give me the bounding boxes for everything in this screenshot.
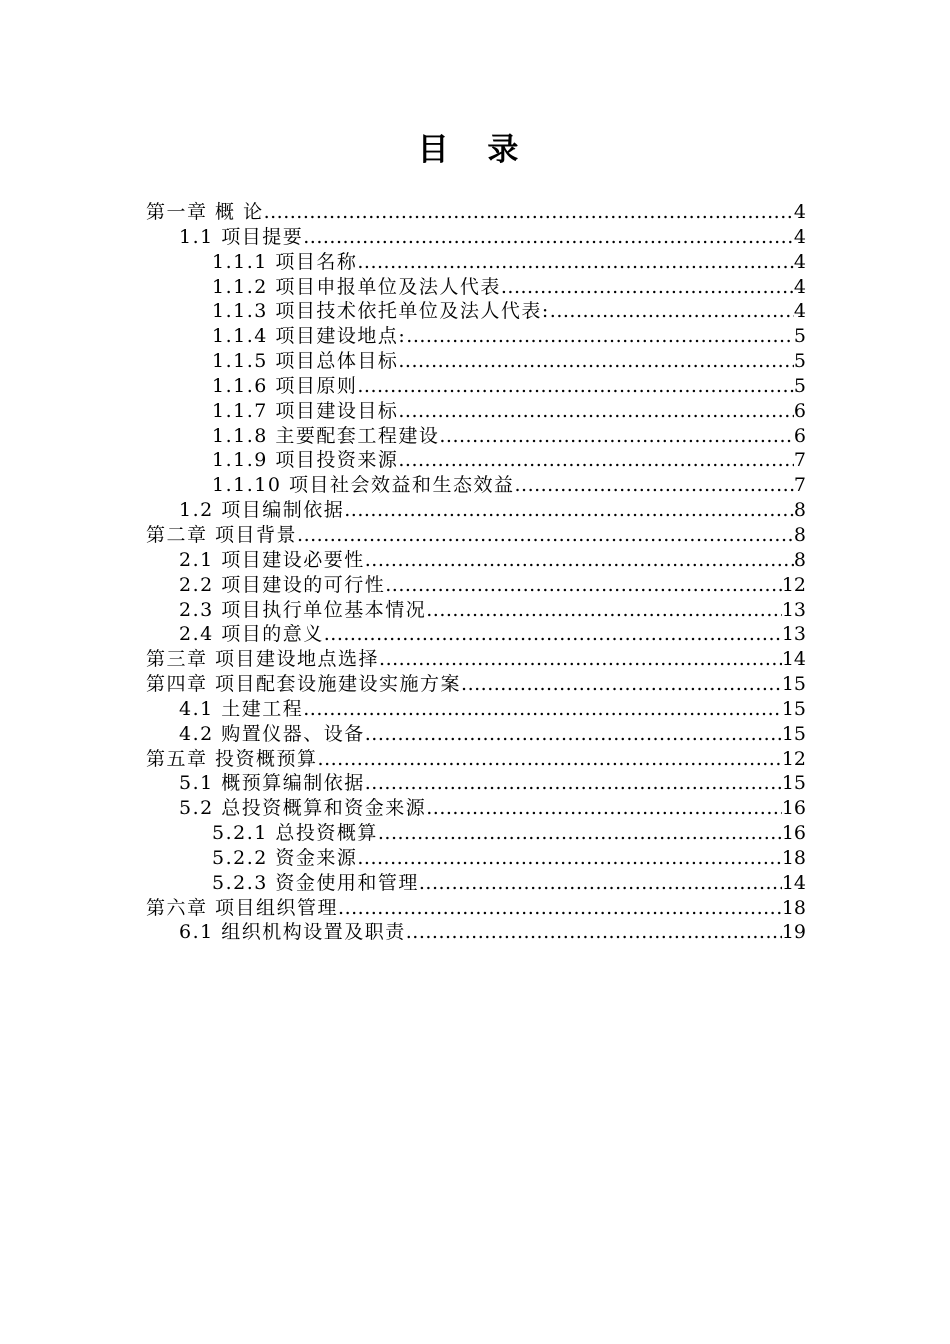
- toc-entry-page-number: 4: [793, 225, 806, 248]
- toc-entry[interactable]: [146, 647, 806, 672]
- toc-entry-page-number: 4: [793, 300, 806, 323]
- toc-dot-leader: [385, 573, 782, 598]
- toc-entry[interactable]: [146, 896, 806, 921]
- toc-entry-page-number: 16: [781, 822, 806, 845]
- toc-dot-leader: [365, 771, 782, 796]
- toc-entry-page-number: 18: [781, 896, 806, 919]
- toc-entry[interactable]: [146, 622, 806, 647]
- toc-entry[interactable]: [146, 697, 806, 722]
- toc-entry[interactable]: [146, 672, 806, 697]
- toc-dot-leader: [419, 871, 782, 896]
- toc-entry[interactable]: [146, 324, 806, 349]
- toc-entry-label: 1.1.2 项目申报单位及法人代表: [212, 275, 501, 298]
- toc-entry-label: 1.1.8 主要配套工程建设: [212, 424, 440, 447]
- toc-entry[interactable]: [146, 299, 806, 324]
- toc-dot-leader: [338, 896, 782, 921]
- toc-entry-page-number: 13: [781, 623, 806, 646]
- page-title: 目 录: [417, 132, 533, 168]
- toc-entry-label: 5.2 总投资概算和资金来源: [179, 797, 427, 820]
- toc-dot-leader: [501, 275, 794, 300]
- toc-entry-page-number: 4: [793, 201, 806, 223]
- toc-entry[interactable]: [146, 871, 806, 896]
- toc-entry-page-number: 7: [793, 474, 806, 497]
- toc-entry-page-number: 14: [781, 871, 806, 894]
- toc-entry-label: 第六章 项目组织管理: [146, 896, 339, 919]
- toc-entry-label: 1.1.5 项目总体目标: [212, 350, 399, 373]
- toc-entry-label: 6.1 组织机构设置及职责: [179, 921, 406, 944]
- toc-entry-page-number: 8: [793, 499, 806, 522]
- toc-entry[interactable]: [146, 846, 806, 871]
- toc-dot-leader: [406, 324, 794, 349]
- toc-entry[interactable]: [146, 523, 806, 548]
- toc-entry[interactable]: [146, 796, 806, 821]
- toc-dot-leader: [264, 200, 794, 225]
- toc-dot-leader: [365, 548, 794, 573]
- toc-entry[interactable]: [146, 598, 806, 623]
- toc-entry-label: 4.1 土建工程: [179, 697, 304, 720]
- toc-entry[interactable]: [146, 424, 806, 449]
- toc-dot-leader: [398, 349, 794, 374]
- toc-dot-leader: [406, 920, 782, 945]
- toc-entry-page-number: 15: [781, 673, 806, 696]
- toc-entry-page-number: 5: [793, 325, 806, 348]
- toc-entry-page-number: 5: [793, 350, 806, 373]
- toc-entry-page-number: 6: [793, 424, 806, 447]
- toc-entry-page-number: 8: [793, 523, 806, 546]
- toc-entry-label: 2.3 项目执行单位基本情况: [179, 598, 427, 621]
- toc-entry[interactable]: [146, 548, 806, 573]
- toc-entry[interactable]: [146, 399, 806, 424]
- toc-dot-leader: [439, 424, 794, 449]
- toc-dot-leader: [357, 250, 794, 275]
- toc-entry-page-number: 12: [781, 573, 806, 596]
- toc-entry-label: 第五章 投资概预算: [146, 747, 318, 770]
- toc-dot-leader: [324, 622, 782, 647]
- toc-entry-label: 2.1 项目建设必要性: [179, 548, 365, 571]
- toc-entry[interactable]: [146, 448, 806, 473]
- toc-dot-leader: [303, 697, 782, 722]
- toc-entry-label: 1.1.6 项目原则: [212, 374, 358, 397]
- toc-entry-label: 1.1.4 项目建设地点:: [212, 325, 407, 348]
- toc-dot-leader: [461, 672, 782, 697]
- toc-entry[interactable]: [146, 250, 806, 275]
- toc-dot-leader: [344, 498, 794, 523]
- toc-dot-leader: [379, 647, 782, 672]
- toc-dot-leader: [426, 598, 782, 623]
- toc-entry-page-number: 14: [781, 648, 806, 671]
- toc-entry-page-number: 15: [781, 722, 806, 745]
- toc-entry-label: 2.2 项目建设的可行性: [179, 573, 386, 596]
- toc-entry-label: 1.1.1 项目名称: [212, 250, 358, 273]
- toc-dot-leader: [378, 821, 782, 846]
- toc-entry-label: 第四章 项目配套设施建设实施方案: [146, 673, 462, 696]
- toc-dot-leader: [357, 374, 794, 399]
- toc-entry[interactable]: [146, 473, 806, 498]
- toc-entry-page-number: 6: [793, 399, 806, 422]
- toc-entry-label: 1.1.7 项目建设目标: [212, 399, 399, 422]
- toc-entry[interactable]: [146, 771, 806, 796]
- toc-entry[interactable]: [146, 821, 806, 846]
- toc-entry-page-number: 4: [793, 250, 806, 273]
- toc-entry-page-number: 13: [781, 598, 806, 621]
- toc-entry-label: 2.4 项目的意义: [179, 623, 324, 646]
- toc-entry-label: 1.2 项目编制依据: [179, 499, 345, 522]
- toc-entry-label: 4.2 购置仪器、设备: [179, 722, 365, 745]
- toc-entry-label: 第三章 项目建设地点选择: [146, 648, 380, 671]
- toc-entry[interactable]: [146, 747, 806, 772]
- toc-entry[interactable]: [146, 920, 806, 945]
- toc-dot-leader: [303, 225, 794, 250]
- toc-entry[interactable]: [146, 225, 806, 250]
- toc-entry-label: 5.2.3 资金使用和管理: [212, 871, 419, 894]
- toc-entry-page-number: 15: [781, 772, 806, 795]
- toc-entry-page-number: 18: [781, 846, 806, 869]
- toc-entry-page-number: 8: [793, 548, 806, 571]
- toc-entry-page-number: 19: [781, 921, 806, 944]
- toc-entry[interactable]: [146, 498, 806, 523]
- toc-dot-leader: [365, 722, 782, 747]
- toc-dot-leader: [357, 846, 781, 871]
- toc-entry-label: 第二章 项目背景: [146, 523, 298, 546]
- toc-entry[interactable]: [146, 200, 806, 225]
- toc-dot-leader: [318, 747, 782, 772]
- toc-dot-leader: [297, 523, 794, 548]
- toc-entry[interactable]: [146, 722, 806, 747]
- toc-entry-label: 1.1.3 项目技术依托单位及法人代表:: [212, 300, 550, 323]
- toc-entry-page-number: 15: [781, 697, 806, 720]
- toc-entry-label: 5.1 概预算编制依据: [179, 772, 365, 795]
- toc-entry-page-number: 12: [781, 747, 806, 770]
- toc-entry[interactable]: [146, 275, 806, 300]
- toc-entry-label: 1.1.9 项目投资来源: [212, 449, 399, 472]
- toc-entry-label: 5.2.2 资金来源: [212, 846, 358, 869]
- toc-entry-page-number: 16: [781, 797, 806, 820]
- toc-entry-page-number: 7: [793, 449, 806, 472]
- table-of-contents: [146, 200, 806, 945]
- toc-entry[interactable]: [146, 349, 806, 374]
- toc-entry[interactable]: [146, 573, 806, 598]
- toc-entry-page-number: 5: [793, 374, 806, 397]
- toc-dot-leader: [550, 299, 794, 324]
- toc-dot-leader: [514, 473, 793, 498]
- toc-dot-leader: [398, 448, 794, 473]
- toc-entry-page-number: 4: [793, 275, 806, 298]
- toc-entry[interactable]: [146, 374, 806, 399]
- toc-entry-label: 1.1.10 项目社会效益和生态效益: [212, 474, 515, 497]
- toc-dot-leader: [398, 399, 794, 424]
- toc-dot-leader: [426, 796, 782, 821]
- toc-entry-label: 5.2.1 总投资概算: [212, 822, 378, 845]
- toc-entry-label: 1.1 项目提要: [179, 225, 304, 248]
- toc-entry-label: 第一章 概 论: [146, 201, 264, 223]
